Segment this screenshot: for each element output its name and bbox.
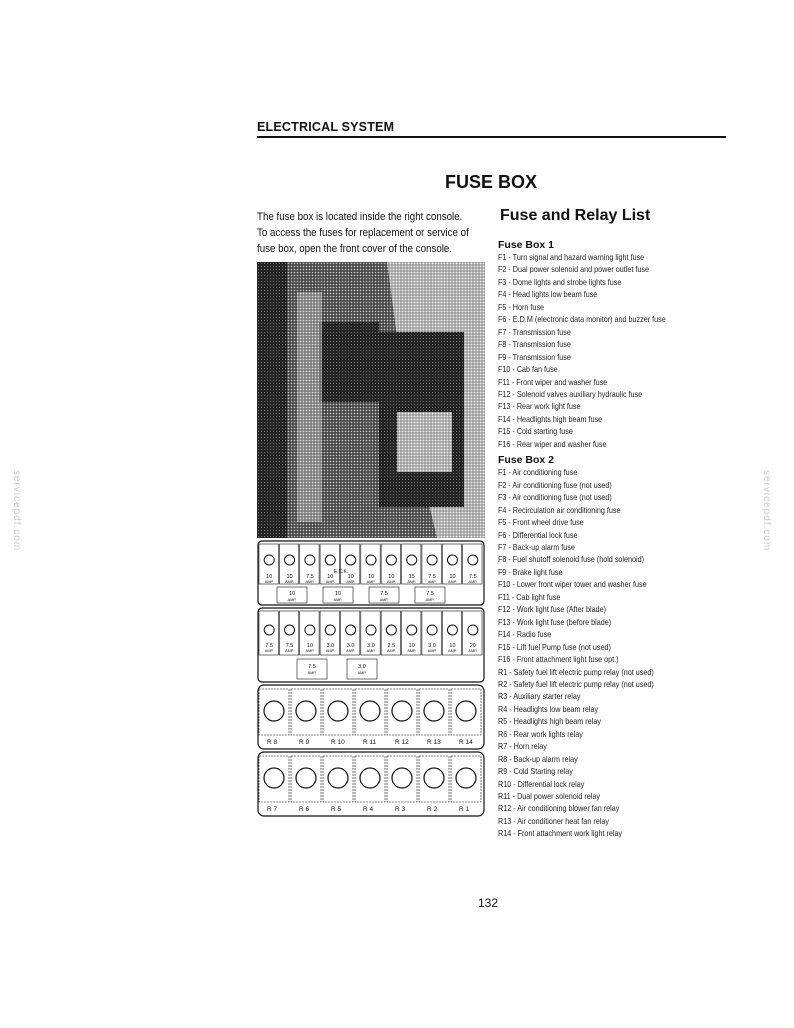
fuse-amp-label: AMP. — [346, 649, 356, 653]
fuse-box-2-item: F3 - Air conditioning fuse (not used) — [498, 493, 612, 503]
fuse-amp-value: 10 — [449, 643, 456, 649]
fuse-box-2-item: R13 - Air conditioner heat fan relay — [498, 816, 609, 826]
intro-paragraph: The fuse box is located inside the right console. To access the fuses for replacement or service of fuse box, open the front cover of the console. — [257, 211, 469, 255]
fuse-box-1-item: F2 - Dual power solenoid and power outlet fuse — [498, 265, 650, 275]
relay-symbol-icon — [424, 768, 444, 788]
fuse-amp-value: 10 — [286, 574, 293, 580]
fuse-amp-value: 10 — [266, 574, 273, 580]
fuse-amp-value: 10 — [408, 643, 415, 649]
fuse-amp-label: AMP. — [427, 580, 437, 584]
watermark-left: servicepdf.com — [11, 470, 22, 552]
fuse-amp-value: 3.0 — [346, 643, 355, 649]
fuse-box-1-item: F14 - Headlights high beam fuse — [498, 414, 603, 424]
fuse-box-2-item: F2 - Air conditioning fuse (not used) — [498, 480, 612, 490]
fuse-symbol-icon — [386, 555, 396, 565]
relay-label: R 12 — [395, 739, 409, 746]
relay-symbol-icon — [264, 768, 284, 788]
fuse-amp-value: 10 — [288, 591, 296, 597]
fuse-box-2-item: R14 - Front attachment work light relay — [498, 829, 623, 839]
relay-label: R 2 — [427, 806, 438, 813]
fuse-amp-value: 2.5 — [387, 643, 396, 649]
fuse-box-2-item: R4 - Headlights low beam relay — [498, 704, 599, 714]
fuse-symbol-icon — [325, 555, 335, 565]
fuse-box-1-item: F11 - Front wiper and washer fuse — [498, 377, 608, 387]
fuse-symbol-icon — [427, 625, 437, 635]
fuse-box-2-item: F16 - Front attachment light fuse opt.) — [498, 655, 619, 665]
fuse-amp-label: AMP. — [386, 580, 396, 584]
fuse-symbol-icon — [325, 625, 335, 635]
fuse-amp-label: AMP. — [305, 649, 315, 653]
fuse-amp-label: AMP. — [285, 580, 294, 584]
fuse-box-2-item: R9 - Cold Starting relay — [498, 767, 573, 777]
relay-label: R 13 — [427, 739, 441, 746]
relay-symbol-icon — [264, 701, 284, 721]
fuse-amp-label: AMP. — [264, 580, 274, 584]
fuse-amp-label: AMP. — [425, 598, 435, 602]
fuse-box-1-item: F8 - Transmission fuse — [498, 340, 571, 350]
fuse-box-2-item: F5 - Front wheel drive fuse — [498, 518, 584, 528]
relay-label: R 10 — [331, 739, 345, 746]
relay-label: R 6 — [299, 806, 310, 813]
fuse-box-1-list — [498, 252, 758, 451]
fuse-amp-label: AMP. — [468, 580, 478, 584]
fuse-symbol-icon — [447, 625, 457, 635]
fuse-amp-value: 7.5 — [265, 643, 274, 649]
fuse-amp-label: AMP. — [325, 649, 335, 653]
fuse-box-2-item: R2 - Safety fuel lift electric pump relay (not used) — [498, 679, 654, 689]
relay-symbol-icon — [392, 768, 412, 788]
fuse-box-1-item: F10 - Cab fan fuse — [498, 365, 558, 375]
fuse-amp-value: 15 — [408, 574, 415, 580]
fuse-box-2-item: R12 - Air conditioning blower fan relay — [498, 804, 620, 814]
fuse-box-photo — [257, 262, 485, 538]
fuse-relay-diagram — [257, 540, 485, 820]
fuse-box-2-item: R11 - Dual power solenoid relay — [498, 792, 600, 802]
fuse-amp-value: 3.0 — [358, 664, 366, 670]
fuse-amp-value: 10 — [327, 574, 334, 580]
fuse-relay-list-title: Fuse and Relay List — [500, 207, 651, 224]
relay-label: R 4 — [363, 806, 374, 813]
relay-label: R 1 — [459, 806, 470, 813]
relay-symbol-icon — [296, 701, 316, 721]
fuse-box-1-item: F4 - Head lights low beam fuse — [498, 290, 598, 300]
fuse-amp-value: 7.5 — [285, 643, 294, 649]
fuse-box-2-item: F11 - Cab light fuse — [498, 592, 561, 602]
fuse-amp-value: 7.5 — [306, 574, 314, 580]
fuse-box-1-item: F5 - Horn fuse — [498, 302, 545, 312]
fuse-amp-value: 3.0 — [367, 643, 375, 649]
fuse-box-1-item: F15 - Cold starting fuse — [498, 427, 573, 437]
watermark-right: servicepdf.com — [761, 470, 772, 552]
fuse-amp-label: AMP. — [287, 598, 297, 602]
relay-symbol-icon — [296, 768, 316, 788]
fuse-box-2-item: F7 - Back-up alarm fuse — [498, 542, 575, 552]
fuse-amp-label: AMP. — [366, 649, 376, 653]
fuse-amp-label: AMP. — [379, 598, 389, 602]
fuse-box-2-item: F6 - Differential lock fuse — [498, 530, 578, 540]
fuse-amp-value: 3.0 — [428, 643, 436, 649]
fuse-symbol-icon — [305, 555, 315, 565]
relay-label: R 5 — [331, 806, 342, 813]
fuse-symbol-icon — [468, 555, 478, 565]
page-title: FUSE BOX — [445, 172, 538, 192]
relay-label: R 14 — [459, 739, 473, 746]
fuse-amp-label: AMP. — [264, 649, 274, 653]
fuse-box-2-item: R10 - Differential lock relay — [498, 779, 585, 789]
fuse-symbol-icon — [427, 555, 437, 565]
relay-label: R 11 — [363, 739, 377, 746]
fuse-amp-label: AMP. — [333, 598, 343, 602]
fuse-amp-label: AMP. — [357, 671, 367, 675]
fuse-box-2-item: R1 - Safety fuel lift electric pump relay (not used) — [498, 667, 654, 677]
fuse-box-2-item: F10 - Lower front wiper tower and washer fuse — [498, 580, 647, 590]
fuse-amp-value: 7.5 — [380, 591, 388, 597]
fuse-box-2-item: R8 - Back-up alarm relay — [498, 754, 578, 764]
relay-symbol-icon — [456, 768, 476, 788]
relay-symbol-icon — [328, 768, 348, 788]
fuse-symbol-icon — [386, 625, 396, 635]
relay-symbol-icon — [392, 701, 412, 721]
fuse-amp-label: AMP. — [325, 580, 335, 584]
fuse-box-2-item: F9 - Brake light fuse — [498, 567, 563, 577]
fuse-symbol-icon — [264, 625, 274, 635]
fuse-box-1-item: F6 - E.D.M (electronic data monitor) and buzzer fuse — [498, 315, 666, 325]
page-number: 132 — [478, 896, 499, 910]
fuse-amp-label: AMP. — [468, 649, 478, 653]
fuse-symbol-icon — [285, 555, 295, 565]
fuse-symbol-icon — [366, 625, 376, 635]
fuse-box-2-item: F13 - Work light fuse (before blade) — [498, 617, 612, 627]
fuse-amp-value: 10 — [367, 574, 375, 580]
fuse-amp-value: 10 — [306, 643, 313, 649]
relay-label: R 9 — [299, 739, 310, 746]
fuse-box-1-item: F3 - Dome lights and strobe lights fuse — [498, 277, 622, 287]
relay-symbol-icon — [456, 701, 476, 721]
fuse-amp-value: 10 — [449, 574, 456, 580]
fuse-box-2-item: F1 - Air conditioning fuse — [498, 468, 578, 478]
section-header: ELECTRICAL SYSTEM — [257, 120, 395, 134]
fuse-box-2-item: F4 - Recirculation air conditioning fuse — [498, 505, 621, 515]
relay-label: R 8 — [267, 739, 278, 746]
fuse-amp-label: AMP. — [427, 649, 437, 653]
fuse-amp-value: 20 — [469, 643, 476, 649]
fuse-symbol-icon — [264, 555, 274, 565]
relay-label: R 3 — [395, 806, 406, 813]
fuse-box-1-item: F16 - Rear wiper and washer fuse — [498, 439, 607, 449]
fuse-symbol-icon — [305, 625, 315, 635]
fuse-amp-label: AMP. — [407, 649, 417, 653]
fuse-amp-label: AMP. — [307, 671, 317, 675]
fuse-symbol-icon — [285, 625, 295, 635]
fuse-box-2-item: R6 - Rear work lights relay — [498, 729, 583, 739]
fuse-relay-list — [498, 236, 758, 841]
relay-symbol-icon — [360, 701, 380, 721]
relay-symbol-icon — [424, 701, 444, 721]
fuse-amp-value: 10 — [347, 574, 354, 580]
relay-label: R 7 — [267, 806, 278, 813]
fuse-box-2-item: F12 - Work light fuse (After blade) — [498, 605, 606, 615]
fuse-symbol-icon — [447, 555, 457, 565]
fuse-amp-value: 3.0 — [326, 643, 335, 649]
fuse-amp-label: AMP. — [305, 580, 315, 584]
fuse-box-2-item: F14 - Radio fuse — [498, 630, 552, 640]
fuse-amp-label: AMP. — [386, 649, 396, 653]
fuse-box-2-item: F8 - Fuel shutoff solenoid fuse (hold solenoid) — [498, 555, 645, 565]
fuse-amp-label: AMP. — [346, 580, 356, 584]
fuse-amp-label: AMP. — [366, 580, 376, 584]
fuse-box-1-title: Fuse Box 1 — [498, 239, 555, 251]
fuse-amp-label: AMP. — [285, 649, 294, 653]
fuse-box-2-item: F15 - Lift fuel Pump fuse (not used) — [498, 642, 611, 652]
fuse-box-2-list — [498, 467, 758, 841]
fuse-amp-value: 7.5 — [468, 574, 477, 580]
fuse-amp-value: 7.5 — [426, 591, 434, 597]
fuse-symbol-icon — [468, 625, 478, 635]
fuse-box-1-item: F9 - Transmission fuse — [498, 352, 571, 362]
fuse-box-2-item: R5 - Headlights high beam relay — [498, 717, 601, 727]
edm-label: E.C.K. — [333, 569, 349, 575]
fuse-box-1-item: F12 - Solenoid valves auxiliary hydraulic fuse — [498, 389, 643, 399]
fuse-amp-label: AMP. — [448, 649, 457, 653]
fuse-symbol-icon — [407, 625, 417, 635]
fuse-box-1-item: F1 - Turn signal and hazard warning light fuse — [498, 253, 645, 262]
fuse-amp-value: 7.5 — [428, 574, 436, 580]
fuse-amp-value: 10 — [334, 591, 342, 597]
fuse-amp-value: 7.5 — [308, 664, 316, 670]
fuse-symbol-icon — [366, 555, 376, 565]
fuse-symbol-icon — [407, 555, 417, 565]
fuse-box-1-item: F13 - Rear work light fuse — [498, 402, 581, 412]
relay-symbol-icon — [360, 768, 380, 788]
fuse-box-2-title: Fuse Box 2 — [498, 454, 555, 467]
fuse-symbol-icon — [346, 555, 356, 565]
fuse-box-1-item: F7 - Transmission fuse — [498, 327, 571, 337]
fuse-symbol-icon — [346, 625, 356, 635]
fuse-amp-label: AMP. — [448, 580, 457, 584]
fuse-box-2-item: R7 - Horn relay — [498, 742, 547, 752]
header-rule — [257, 136, 726, 138]
relay-symbol-icon — [328, 701, 348, 721]
fuse-amp-label: AMP. — [407, 580, 417, 584]
fuse-amp-value: 10 — [388, 574, 395, 580]
fuse-box-2-item: R3 - Auxiliary starter relay — [498, 692, 581, 702]
